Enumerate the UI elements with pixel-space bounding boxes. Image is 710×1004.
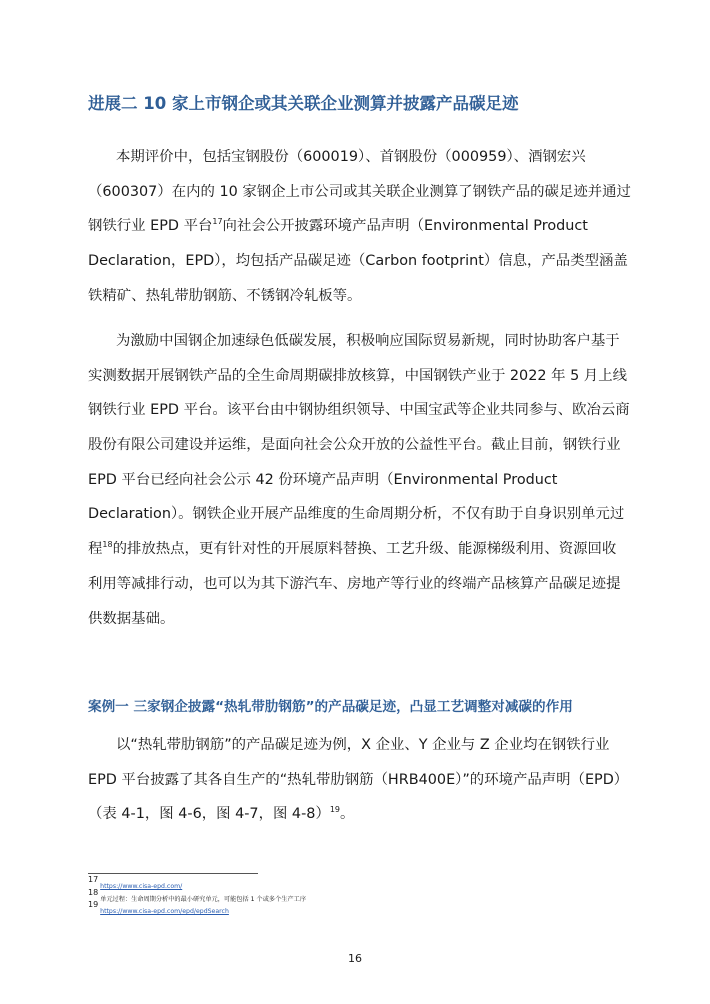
footnote-ref-18: 18 [102,540,113,550]
footnote-19 [88,900,628,918]
text-span: 程 [88,541,103,558]
text-span: 的排放热点，更有针对性的开展原料替换、工艺升级、能源梯级利用、资源回收 [112,541,617,558]
text-line: （600307）在内的 10 家钢企上市公司或其关联企业测算了钢铁产品的碳足迹并通过 [88,183,631,200]
footnotes [88,875,628,918]
text-line [88,797,633,832]
paragraph-2 [88,324,633,636]
footnote-18 [88,887,628,906]
text-line [88,532,633,567]
footnote-number: 19 [88,900,99,909]
text-span: （表 4-1，图 4-6，图 4-7，图 4-8） [88,806,330,823]
paragraph-3 [88,728,633,832]
section-heading: 进展二 10 家上市钢企或其关联企业测算并披露产品碳足迹 [88,94,519,113]
text-line: 铁精矿、热轧带肋钢筋、不锈钢冷轧板等。 [88,287,362,304]
text-span: 向社会公开披露环境产品声明（Environmental Product [222,218,588,235]
text-span: 。 [340,806,355,823]
footnote-ref-19: 19 [329,805,341,815]
text-line: 本期评价中，包括宝钢股份（600019）、首钢股份（000959）、酒钢宏兴 [116,149,586,165]
footnote-link[interactable]: https://www.cisa-epd.com/epd/epdSearch [100,908,229,915]
footnote-text: 单元过程：生命周期分析中的最小研究单元，可能包括 1 个或多个生产工序 [100,895,307,903]
footnote-number: 17 [88,875,99,884]
text-line: 钢铁行业 EPD 平台。该平台由中钢协组织领导、中国宝武等企业共同参与、欧冶云商 [88,402,630,419]
text-span: 钢铁行业 EPD 平台 [88,218,213,235]
text-line: 利用等减排行动，也可以为其下游汽车、房地产等行业的终端产品核算产品碳足迹提 [88,575,621,592]
text-line [88,209,633,244]
case-heading: 案例一 三家钢企披露“热轧带肋钢筋”的产品碳足迹，凸显工艺调整对减碳的作用 [88,699,573,715]
footnote-number: 18 [88,887,99,897]
page-number: 16 [348,952,362,965]
text-line: 供数据基础。 [88,610,175,627]
text-line: 以“热轧带肋钢筋”的产品碳足迹为例，X 企业、Y 企业与 Z 企业均在钢铁行业 [116,737,610,753]
text-line: EPD 平台已经向社会公示 42 份环境产品声明（Environmental Product [88,471,558,488]
text-line: EPD 平台披露了其各自生产的“热轧带肋钢筋（HRB400E）”的环境产品声明（EPD） [88,771,629,788]
text-line: 为激励中国钢企加速绿色低碳发展，积极响应国际贸易新规，同时协助客户基于 [116,333,620,349]
paragraph-1 [88,140,633,313]
footnote-ref-17: 17 [212,217,223,227]
text-line: 股份有限公司建设并运维，是面向社会公众开放的公益性平台。截止目前，钢铁行业 [88,437,621,454]
text-line: Declaration，EPD），均包括产品碳足迹（Carbon footprint）信息，产品类型涵盖 [88,253,628,270]
text-line: Declaration）。钢铁企业开展产品维度的生命周期分析，不仅有助于自身识别单元过 [88,506,625,523]
footnote-link[interactable]: https://www.cisa-epd.com/ [100,883,183,890]
footnote-17 [88,875,628,893]
text-line: 实测数据开展钢铁产品的全生命周期碳排放核算，中国钢铁产业于 2022 年 5 月上线 [88,367,627,384]
footnote-divider [88,873,258,874]
